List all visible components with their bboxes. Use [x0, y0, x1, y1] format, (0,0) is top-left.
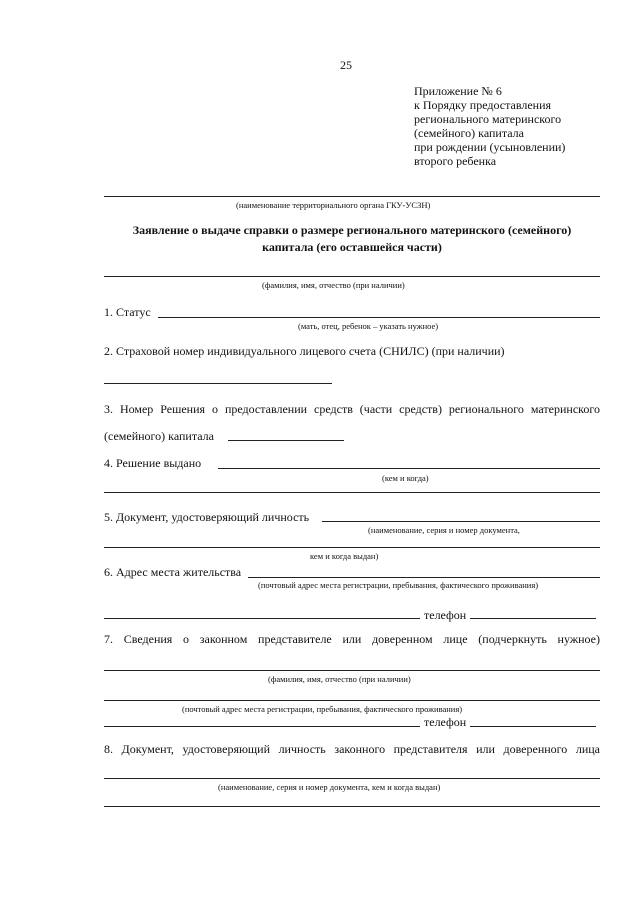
representative-address-line[interactable] — [104, 700, 600, 701]
address-caption: (почтовый адрес места регистрации, пребывания, фактического проживания) — [258, 580, 539, 590]
snils-field-line[interactable] — [104, 383, 332, 384]
representative-fio-caption: (фамилия, имя, отчество (при наличии) — [268, 674, 411, 684]
organ-field-line[interactable] — [104, 196, 600, 197]
representative-document-label: 8. Документ, удостоверяющий личность законного представителя или доверенного лица — [104, 742, 600, 756]
representative-phone-line[interactable] — [470, 726, 596, 727]
fio-caption: (фамилия, имя, отчество (при наличии) — [262, 280, 405, 290]
appendix-block — [414, 84, 565, 168]
document-caption: (наименование, серия и номер документа, — [368, 525, 520, 535]
appendix-line: регионального материнского — [414, 112, 562, 126]
appendix-line: Приложение № 6 — [414, 84, 502, 98]
representative-label: 7. Сведения о законном представителе или доверенном лице (подчеркнуть нужное) — [104, 632, 600, 646]
status-field-line[interactable] — [158, 317, 600, 318]
form-title — [104, 222, 600, 256]
phone-field-line[interactable] — [470, 618, 596, 619]
appendix-line: к Порядку предоставления — [414, 98, 552, 112]
phone-label: телефон — [424, 608, 467, 622]
appendix-line: второго ребенка — [414, 154, 497, 168]
decision-number-label: 3. Номер Решения о предоставлении средств (части средств) регионального материнского — [104, 402, 600, 416]
decision-number-label-cont: (семейного) капитала — [104, 429, 214, 443]
document-label: 5. Документ, удостоверяющий личность — [104, 510, 310, 524]
representative-document-caption: (наименование, серия и номер документа, кем и когда выдан) — [218, 782, 441, 792]
status-label: 1. Статус — [104, 305, 151, 319]
appendix-line: при рождении (усыновлении) — [414, 140, 566, 154]
title-line: Заявление о выдаче справки о размере регионального материнского (семейного) — [132, 223, 572, 237]
representative-document-line-2[interactable] — [104, 806, 600, 807]
decision-issued-label: 4. Решение выдано — [104, 456, 202, 470]
appendix-line: (семейного) капитала — [414, 126, 524, 140]
decision-issued-field-line-2[interactable] — [104, 492, 600, 493]
representative-address-line-2[interactable] — [104, 726, 420, 727]
fio-field-line[interactable] — [104, 276, 600, 277]
document-field-line[interactable] — [322, 521, 600, 522]
document-caption-2: кем и когда выдан) — [310, 551, 379, 561]
address-field-line-2[interactable] — [104, 618, 420, 619]
decision-number-field-line[interactable] — [228, 440, 344, 441]
title-line: капитала (его оставшейся части) — [262, 240, 442, 254]
representative-address-caption: (почтовый адрес места регистрации, пребывания, фактического проживания) — [182, 704, 463, 714]
document-field-line-2[interactable] — [104, 547, 600, 548]
representative-fio-line[interactable] — [104, 670, 600, 671]
status-caption: (мать, отец, ребенок – указать нужное) — [298, 321, 439, 331]
address-label: 6. Адрес места жительства — [104, 565, 242, 579]
organ-caption: (наименование территориального органа ГКУ-УСЗН) — [236, 200, 431, 210]
address-field-line[interactable] — [248, 577, 600, 578]
snils-label: 2. Страховой номер индивидуального лицевого счета (СНИЛС) (при наличии) — [104, 344, 505, 358]
representative-phone-label: телефон — [424, 715, 467, 729]
page-number: 25 — [340, 58, 352, 72]
representative-document-line[interactable] — [104, 778, 600, 779]
decision-issued-field-line[interactable] — [218, 468, 600, 469]
decision-issued-caption: (кем и когда) — [382, 473, 429, 483]
